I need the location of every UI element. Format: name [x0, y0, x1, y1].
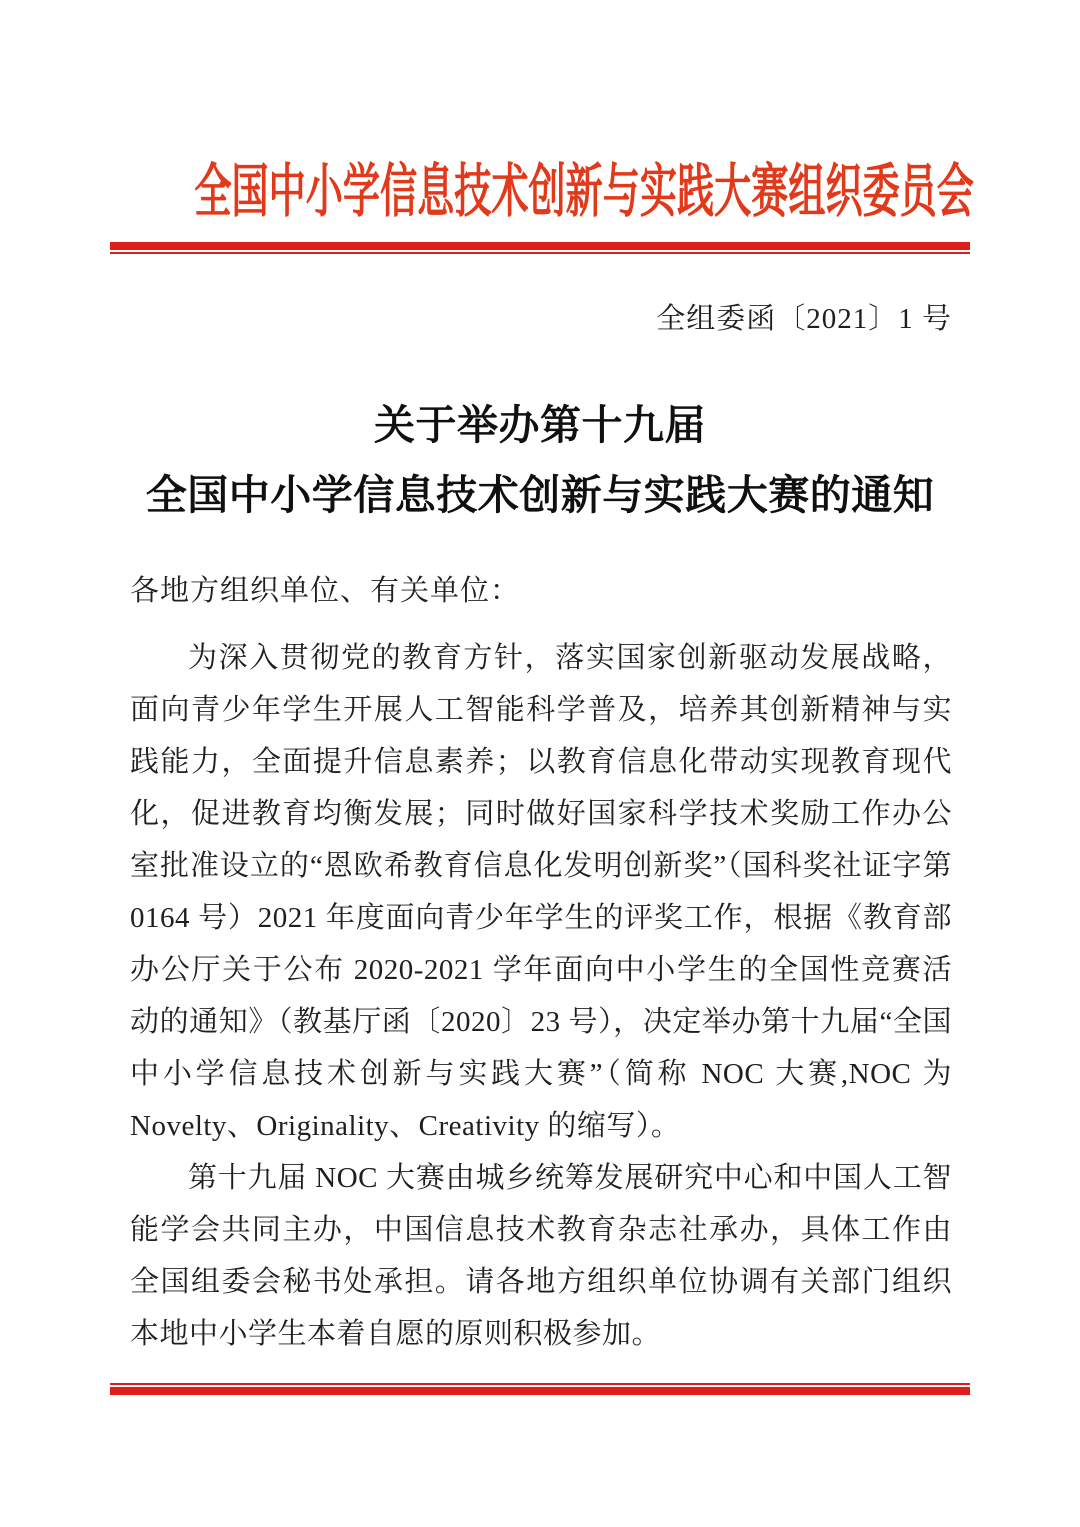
- document-number: 全组委函〔2021〕1 号: [656, 303, 952, 335]
- letterhead-title: 全国中小学信息技术创新与实践大赛组织委员会: [194, 159, 974, 224]
- body-paragraph-1: 为深入贯彻党的教育方针，落实国家创新驱动发展战略，面向青少年学生开展人工智能科学普及，培养其创新精神与实践能力，全面提升信息素养；以教育信息化带动实现教育现代化，促进教育均衡发展；同时做好国家科学技术奖励工作办公室批准设立的“恩欧希教育信息化发明创新奖”（国科奖社证字第 0164 号）2021 年度面向青少年学生的评奖工作，根据《教育部办公厅关于公布 2020-2021 学年面向中小学生的全国性竞赛活动的通知》（教基厅函〔2020〕23 号），决定举办第十九届“全国中小学信息技术创新与实践大赛”（简称 NOC 大赛,NOC 为 Novelty、Originality、Creativity 的缩写）。: [130, 642, 952, 1142]
- notice-title-line-2: 全国中小学信息技术创新与实践大赛的通知: [145, 472, 935, 518]
- header-double-rule: [110, 242, 970, 254]
- header-rule-thin-bar: [110, 252, 970, 254]
- footer-rule-thick-bar: [110, 1387, 970, 1395]
- header-rule-thick-bar: [110, 242, 970, 250]
- footer-double-rule: [110, 1383, 970, 1395]
- notice-body: [130, 632, 952, 1360]
- salutation: 各地方组织单位、有关单位：: [130, 575, 521, 607]
- body-paragraph-2: 第十九届 NOC 大赛由城乡统筹发展研究中心和中国人工智能学会共同主办，中国信息技术教育杂志社承办，具体工作由全国组委会秘书处承担。请各地方组织单位协调有关部门组织本地中小学生本着自愿的原则积极参加。: [130, 1162, 952, 1350]
- notice-title-line-1: 关于举办第十九届: [374, 402, 706, 448]
